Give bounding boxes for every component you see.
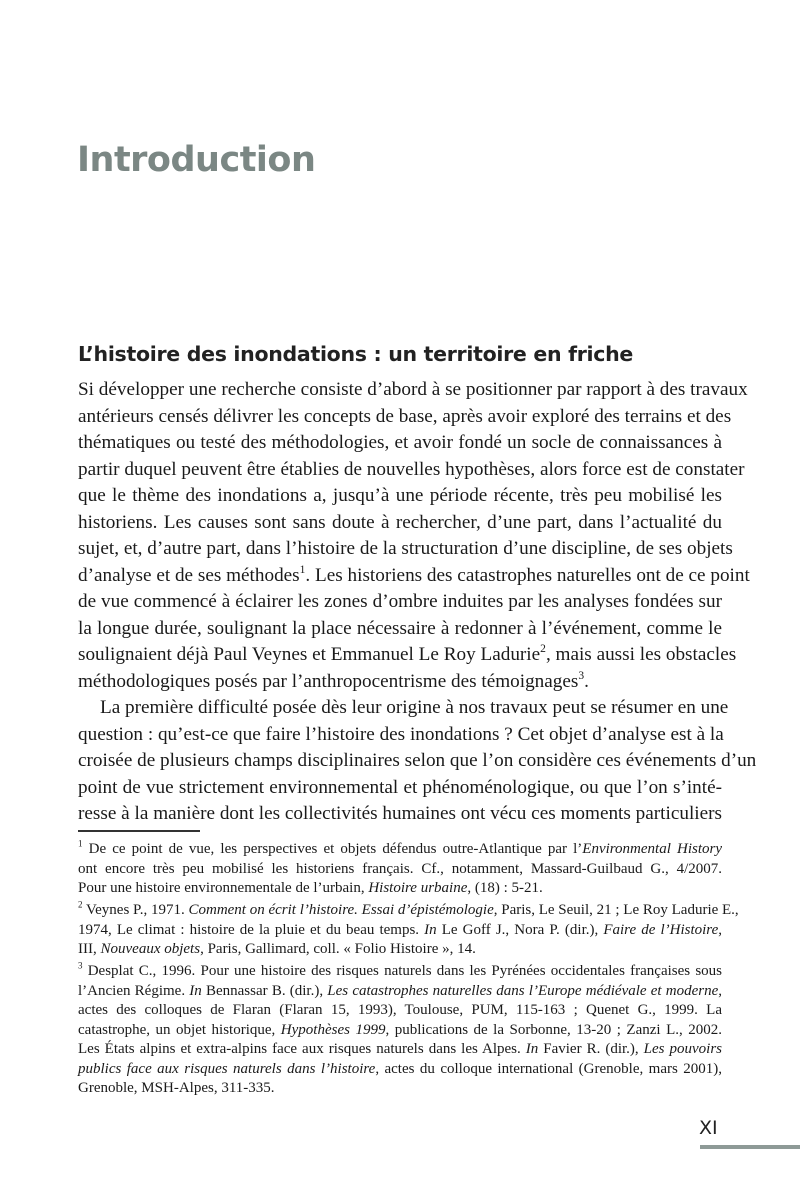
- footnote-ref: 3: [78, 960, 83, 971]
- text-run: la longue durée, soulignant la place nécessaire à redonner à l’événement, comme le: [78, 617, 722, 639]
- italic-text: Comment on écrit l’histoire. Essai d’épistémologie: [188, 902, 494, 918]
- text-run: Pour une histoire environnementale de l’urbain,: [78, 880, 369, 896]
- text-line: [78, 899, 739, 921]
- text-run: , mais aussi les obstacles: [545, 644, 737, 665]
- italic-text: Faire de l’Histoire: [603, 921, 719, 938]
- text-run: catastrophe, un objet historique,: [78, 1021, 281, 1038]
- text-line: [78, 860, 722, 880]
- text-run: croisée de plusieurs champs disciplinaires selon que l’on considère ces événements d’un: [78, 750, 757, 771]
- text-run: thématiques ou testé des méthodologies, et avoir fondé un socle de connaissances à: [78, 432, 722, 453]
- text-run: partir duquel peuvent être établies de nouvelles hypothèses, alors force est de constater: [78, 458, 745, 480]
- footnote-ref: 2: [540, 642, 546, 655]
- text-run: que le thème des inondations a, jusqu’à une période récente, très peu mobilisé les: [78, 485, 722, 506]
- italic-text: Environmental History: [582, 841, 722, 857]
- text-line: [78, 669, 722, 696]
- paragraph: [78, 695, 757, 828]
- text-run: , (18) : 5-21.: [467, 880, 543, 896]
- text-run: resse à la manière dont les collectivités humaines ont vécu ces moments particuliers: [78, 803, 722, 824]
- italic-text: publics face aux risques naturels dans l’histoire: [78, 1060, 376, 1077]
- text-run: , Paris, Le Seuil, 21 ; Le Roy Ladurie E.,: [493, 902, 739, 918]
- text-run: . Les historiens des catastrophes naturelles ont de ce point: [305, 564, 750, 586]
- italic-text: In: [189, 982, 202, 999]
- text-run: méthodologiques posés par l’anthropocentrisme des témoignages: [78, 670, 579, 692]
- text-run: 1974, Le climat : histoire de la pluie et du beau temps.: [78, 921, 425, 938]
- text-run: , actes du colloque international (Grenoble, mars 2001),: [375, 1060, 722, 1077]
- italic-text: Histoire urbaine: [368, 880, 468, 896]
- text-run: d’analyse et de ses méthodes: [78, 564, 300, 586]
- text-line: [78, 722, 722, 749]
- text-line: [78, 536, 733, 563]
- footnote: [78, 962, 722, 1099]
- text-run: De ce point de vue, les perspectives et objets défendus outre-Atlantique par l’: [82, 841, 583, 857]
- footnote-ref: 1: [78, 838, 83, 849]
- text-line: [78, 695, 729, 722]
- italic-text: Nouveaux objets: [100, 941, 201, 957]
- text-line: [78, 1021, 722, 1041]
- text-run: , Paris, Gallimard, coll. « Folio Histoire », 14.: [200, 941, 476, 957]
- text-line: [78, 840, 722, 860]
- text-run: de vue commencé à éclairer les zones d’ombre induites par les analyses fondées sur: [78, 591, 722, 612]
- text-line: [78, 616, 722, 643]
- text-run: ont encore très peu mobilisé les historiens français. Cf., notamment, Massard-Guilbaud G., 4/2007.: [78, 860, 722, 877]
- italic-text: Les pouvoirs: [643, 1041, 722, 1057]
- text-line: [78, 563, 750, 590]
- italic-text: In: [525, 1041, 539, 1057]
- text-line: [78, 940, 722, 960]
- footnote: [78, 840, 722, 899]
- text-line: [78, 962, 722, 982]
- text-run: ,: [718, 982, 722, 999]
- text-run: La première difficulté posée dès leur origine à nos travaux peut se résumer en une: [100, 697, 729, 718]
- text-run: .: [584, 670, 589, 692]
- text-run: Les États alpins et extra-alpins face aux risques naturels dans les Alpes.: [78, 1041, 526, 1057]
- text-run: Le Goff J., Nora P. (dir.),: [436, 921, 604, 938]
- text-run: sujet, et, d’autre part, dans l’histoire de la structuration d’une discipline, de ses objets: [78, 538, 733, 559]
- footnote: [78, 899, 739, 960]
- chapter-title: Introduction: [77, 140, 316, 180]
- footnote-ref: 2: [78, 899, 83, 910]
- footnote-divider: [78, 830, 200, 832]
- paragraph: [78, 377, 750, 695]
- text-line: [78, 879, 722, 899]
- text-line: [78, 775, 722, 802]
- text-line: [78, 1060, 722, 1080]
- page-number-rule: [700, 1145, 800, 1149]
- text-line: [78, 748, 757, 775]
- text-line: [78, 1079, 722, 1099]
- italic-text: Les catastrophes naturelles dans l’Europe médiévale et moderne: [327, 982, 719, 999]
- text-line: [78, 1040, 722, 1060]
- footnote-ref: 1: [299, 563, 306, 576]
- text-run: soulignaient déjà Paul Veynes et Emmanuel Le Roy Ladurie: [78, 644, 541, 665]
- text-line: [78, 982, 722, 1002]
- footnote-ref: 3: [578, 669, 585, 682]
- text-run: ,: [718, 921, 723, 938]
- page-number: XI: [699, 1117, 718, 1139]
- text-run: question : qu’est-ce que faire l’histoire des inondations ? Cet objet d’analyse est à la: [78, 723, 724, 745]
- text-line: [78, 430, 722, 457]
- text-run: actes des colloques de Flaran (Flaran 15, 1993), Toulouse, PUM, 115-163 ; Quenet G., 1999. La: [78, 1002, 722, 1018]
- text-run: Favier R. (dir.),: [538, 1041, 644, 1057]
- text-line: [78, 457, 745, 484]
- text-run: Desplat C., 1996. Pour une histoire des risques naturels dans les Pyrénées occidentales françaises sous: [82, 963, 722, 979]
- text-run: , publications de la Sorbonne, 13-20 ; Zanzi L., 2002.: [385, 1021, 722, 1038]
- text-run: Si développer une recherche consiste d’abord à se positionner par rapport à des travaux: [78, 379, 748, 400]
- text-line: [78, 377, 748, 404]
- text-line: [78, 921, 722, 941]
- text-line: [78, 404, 732, 431]
- section-heading: L’histoire des inondations : un territoire en friche: [78, 342, 633, 366]
- text-line: [78, 589, 722, 616]
- text-run: point de vue strictement environnemental et phénoménologique, ou que l’on s’inté-: [78, 776, 722, 798]
- text-run: Veynes P., 1971.: [82, 902, 189, 918]
- italic-text: In: [424, 921, 437, 938]
- text-line: [78, 801, 722, 828]
- italic-text: Hypothèses 1999: [280, 1021, 386, 1038]
- text-run: antérieurs censés délivrer les concepts de base, après avoir exploré des terrains et des: [78, 405, 732, 427]
- text-run: historiens. Les causes sont sans doute à rechercher, d’une part, dans l’actualité du: [78, 511, 722, 533]
- footnotes: [78, 838, 739, 1101]
- text-run: l’Ancien Régime.: [78, 982, 190, 999]
- text-line: [78, 1001, 722, 1021]
- text-line: [78, 483, 722, 510]
- text-run: III,: [78, 941, 101, 957]
- text-run: Bennassar B. (dir.),: [201, 982, 328, 999]
- text-line: [78, 642, 737, 669]
- text-run: Grenoble, MSH-Alpes, 311-335.: [78, 1080, 275, 1096]
- text-line: [78, 510, 722, 537]
- body-text: [78, 377, 757, 828]
